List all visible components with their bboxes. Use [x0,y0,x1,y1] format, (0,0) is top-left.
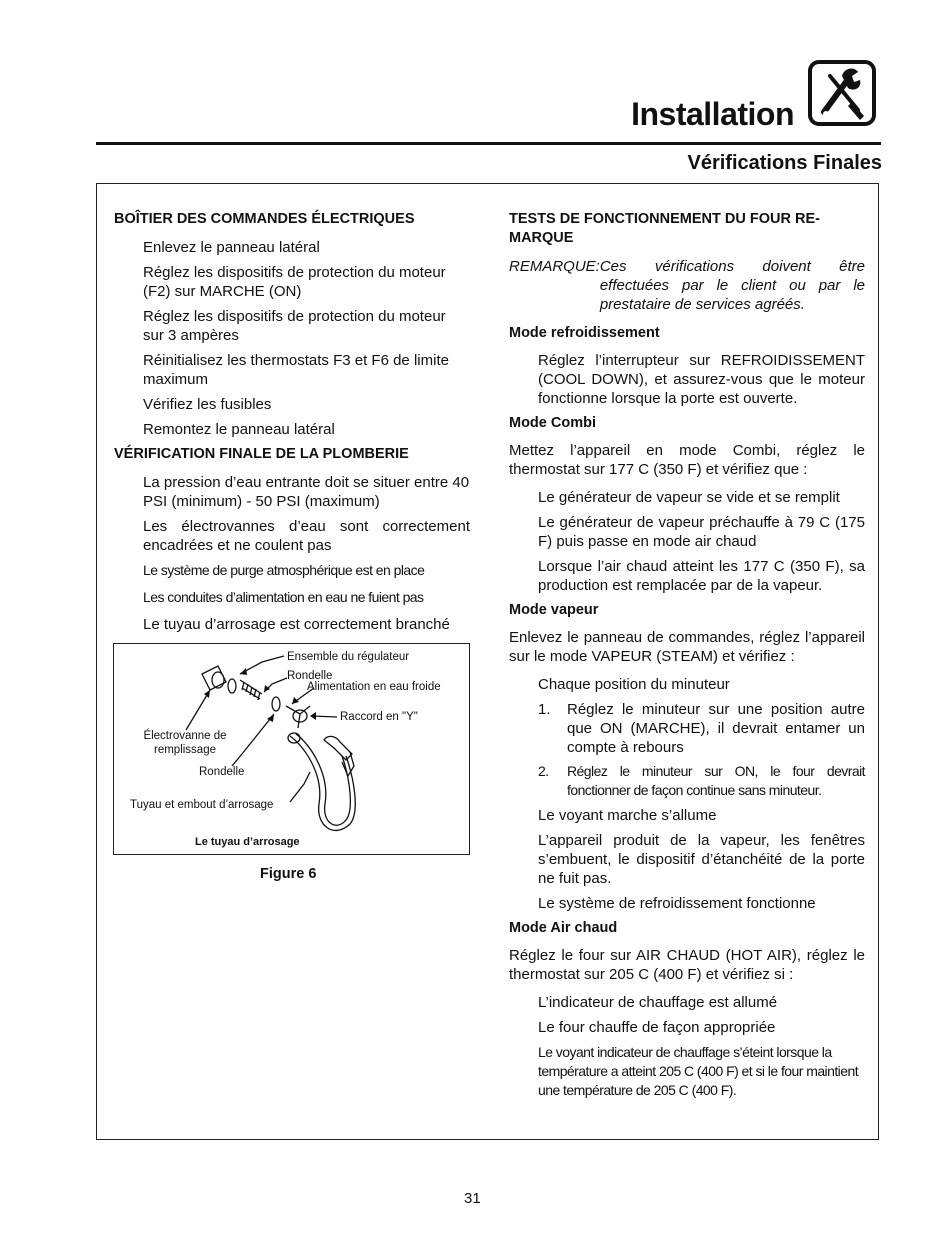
header-rule [96,142,881,145]
item-text: Réglez le minuteur sur une position autre que ON (MARCHE), il devrait entamer un compte à rebours [567,701,865,756]
list-item: Le système de refroidissement fonctionne [538,895,816,912]
cool-mode-title: Mode refroidissement [509,325,660,341]
steam-intro: Enlevez le panneau de commandes, réglez l’appareil sur le mode VAPEUR (STEAM) et vérifiez : [509,629,865,665]
numbered-item [538,700,865,757]
hot-air-mode-title: Mode Air chaud [509,920,618,936]
label-y-fitting: Raccord en "Y" [340,711,418,723]
cool-mode-text: Réglez l’interrupteur sur REFROIDISSEMENT (COOL DOWN), et assurez-vous que le moteur fonctionne lorsque la porte est ouverte. [538,352,865,407]
hose-figure [113,643,470,855]
label-cold-water-supply: Alimentation en eau froide [307,681,441,693]
list-item: Lorsque l’air chaud atteint les 177 C (350 F), sa production est remplacée par de la vapeur. [538,558,865,594]
list-item: Réglez les dispositifs de protection du moteur (F2) sur MARCHE (ON) [143,264,446,300]
list-item: Le four chauffe de façon appropriée [538,1019,776,1036]
section-title: Vérifications Finales [687,152,882,174]
figure-caption: Figure 6 [260,866,317,882]
item-text: Réglez le minuteur sur ON, le four devrait fonctionner de façon continue sans minuteur. [567,763,865,798]
item-number: 2. [538,763,549,779]
combi-intro: Mettez l’appareil en mode Combi, réglez le thermostat sur 177 C (350 F) et vérifiez que : [509,442,865,478]
list-item: Le tuyau d’arrosage est correctement branché [143,616,450,633]
tests-heading: TESTS DE FONCTIONNEMENT DU FOUR RE-MARQUE [509,211,820,246]
label-regulator-assembly: Ensemble du régulateur [287,651,410,663]
list-item: Le voyant indicateur de chauffage s’éteint lorsque la température a atteint 205 C (400 F) et si le four maintient une température de 205 C (400 F). [538,1044,859,1098]
remark-text: Ces vérifications doivent être effectuées par le client ou par le prestataire de services agréés. [599,258,865,313]
list-item: Réglez les dispositifs de protection du moteur sur 3 ampères [143,308,446,344]
list-item: Les conduites d’alimentation en eau ne fuient pas [143,589,424,605]
list-item: Remontez le panneau latéral [143,421,335,438]
list-item: Les électrovannes d’eau sont correctement encadrées et ne coulent pas [143,518,470,554]
left-column [114,210,470,640]
list-item: Le système de purge atmosphérique est en place [143,562,425,578]
page-title: Installation [631,96,794,132]
list-item: Chaque position du minuteur [538,676,730,693]
right-column [509,210,865,1106]
list-item: La pression d’eau entrante doit se situer entre 40 PSI (minimum) - 50 PSI (maximum) [143,474,470,510]
label-fill-solenoid: Électrovanne de remplissage [143,730,227,756]
wrench-screwdriver-icon [808,60,878,126]
label-washer-top: Rondelle [287,670,333,682]
numbered-item [538,762,865,800]
list-item: L’appareil produit de la vapeur, les fenêtres s’embuent, le dispositif d’étanchéité de la porte ne fuit pas. [538,832,865,887]
item-number: 1. [538,701,551,718]
remark-note [509,257,865,314]
label-hose-nozzle: Tuyau et embout d’arrosage [130,799,274,811]
label-washer-bottom: Rondelle [199,766,245,778]
list-item: L’indicateur de chauffage est allumé [538,994,778,1011]
hot-air-intro: Réglez le four sur AIR CHAUD (HOT AIR), réglez le thermostat sur 205 C (400 F) et vérifiez si : [509,947,865,983]
page-number: 31 [464,1190,481,1207]
steam-mode-title: Mode vapeur [509,602,599,618]
plumbing-heading: VÉRIFICATION FINALE DE LA PLOMBERIE [114,446,409,462]
list-item: Le générateur de vapeur se vide et se remplit [538,489,840,506]
list-item: Vérifiez les fusibles [143,396,272,413]
electrical-box-heading: BOÎTIER DES COMMANDES ÉLECTRIQUES [114,211,415,227]
combi-mode-title: Mode Combi [509,415,596,431]
list-item: Enlevez le panneau latéral [143,239,320,256]
remark-label: REMARQUE: [509,258,600,275]
list-item: Le générateur de vapeur préchauffe à 79 C (175 F) puis passe en mode air chaud [538,514,865,550]
list-item: Le voyant marche s’allume [538,807,717,824]
figure-inner-caption: Le tuyau d’arrosage [195,836,300,848]
list-item: Réinitialisez les thermostats F3 et F6 de limite maximum [143,352,449,388]
